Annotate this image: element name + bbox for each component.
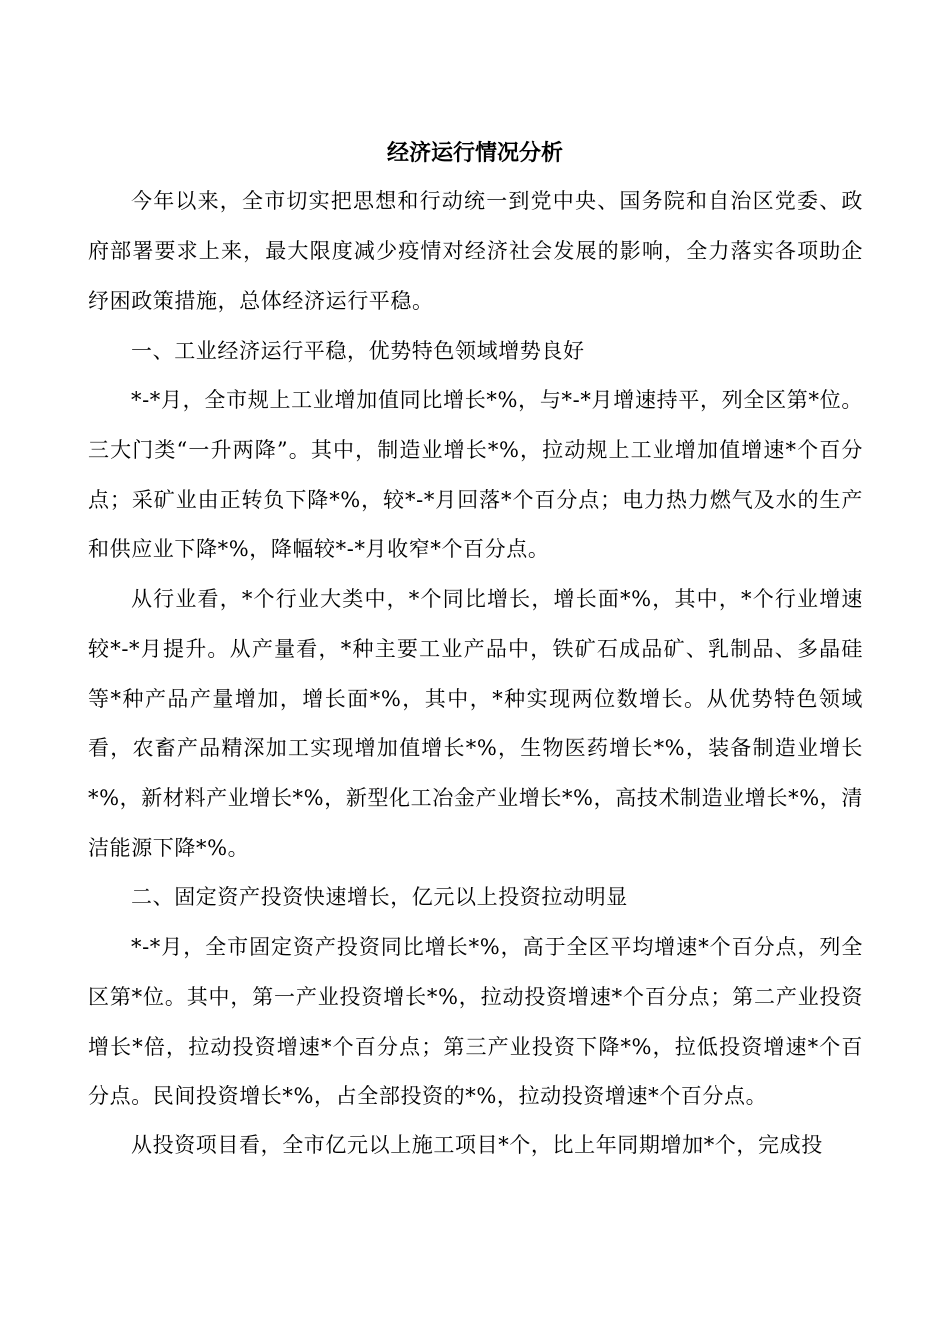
paragraph-industry-growth: *-*月，全市规上工业增加值同比增长*%，与*-*月增速持平，列全区第*位。三大门类“一升两降”。其中，制造业增长*%，拉动规上工业增加值增速*个百分点；采矿业由正转负下降*%，较*-*月回落*个百分点；电力热力燃气及水的生产和供应业下降*%，降幅较*-*月收窄*个百分点。 [88,388,863,562]
paragraph-investment-projects: 从投资项目看，全市亿元以上施工项目*个，比上年同期增加*个，完成投 [131,1133,823,1157]
paragraph-industry-sectors: 从行业看，*个行业大类中，*个同比增长，增长面*%，其中，*个行业增速较*-*月提升。从产量看，*种主要工业产品中，铁矿石成品矿、乳制品、多晶硅等*种产品产量增加，增长面*%，其中，*种实现两位数增长。从优势特色领域看，农畜产品精深加工实现增加值增长*%，生物医药增长*%，装备制造业增长*%，新材料产业增长*%，新型化工冶金产业增长*%，高技术制造业增长*%，清洁能源下降*%。 [88,587,863,860]
document-title: 经济运行情况分析 [386,140,563,166]
paragraph-investment-growth: *-*月，全市固定资产投资同比增长*%，高于全区平均增速*个百分点，列全区第*位。其中，第一产业投资增长*%，拉动投资增速*个百分点；第二产业投资增长*倍，拉动投资增速*个百分点；第三产业投资下降*%，拉低投资增速*个百分点。民间投资增长*%，占全部投资的*%，拉动投资增速*个百分点。 [88,935,863,1109]
section-heading-investment: 二、固定资产投资快速增长，亿元以上投资拉动明显 [131,885,628,909]
paragraph-intro: 今年以来，全市切实把思想和行动统一到党中央、国务院和自治区党委、政府部署要求上来，最大限度减少疫情对经济社会发展的影响，全力落实各项助企纾困政策措施，总体经济运行平稳。 [88,189,863,313]
section-heading-industry: 一、工业经济运行平稳，优势特色领域增势良好 [131,339,585,363]
